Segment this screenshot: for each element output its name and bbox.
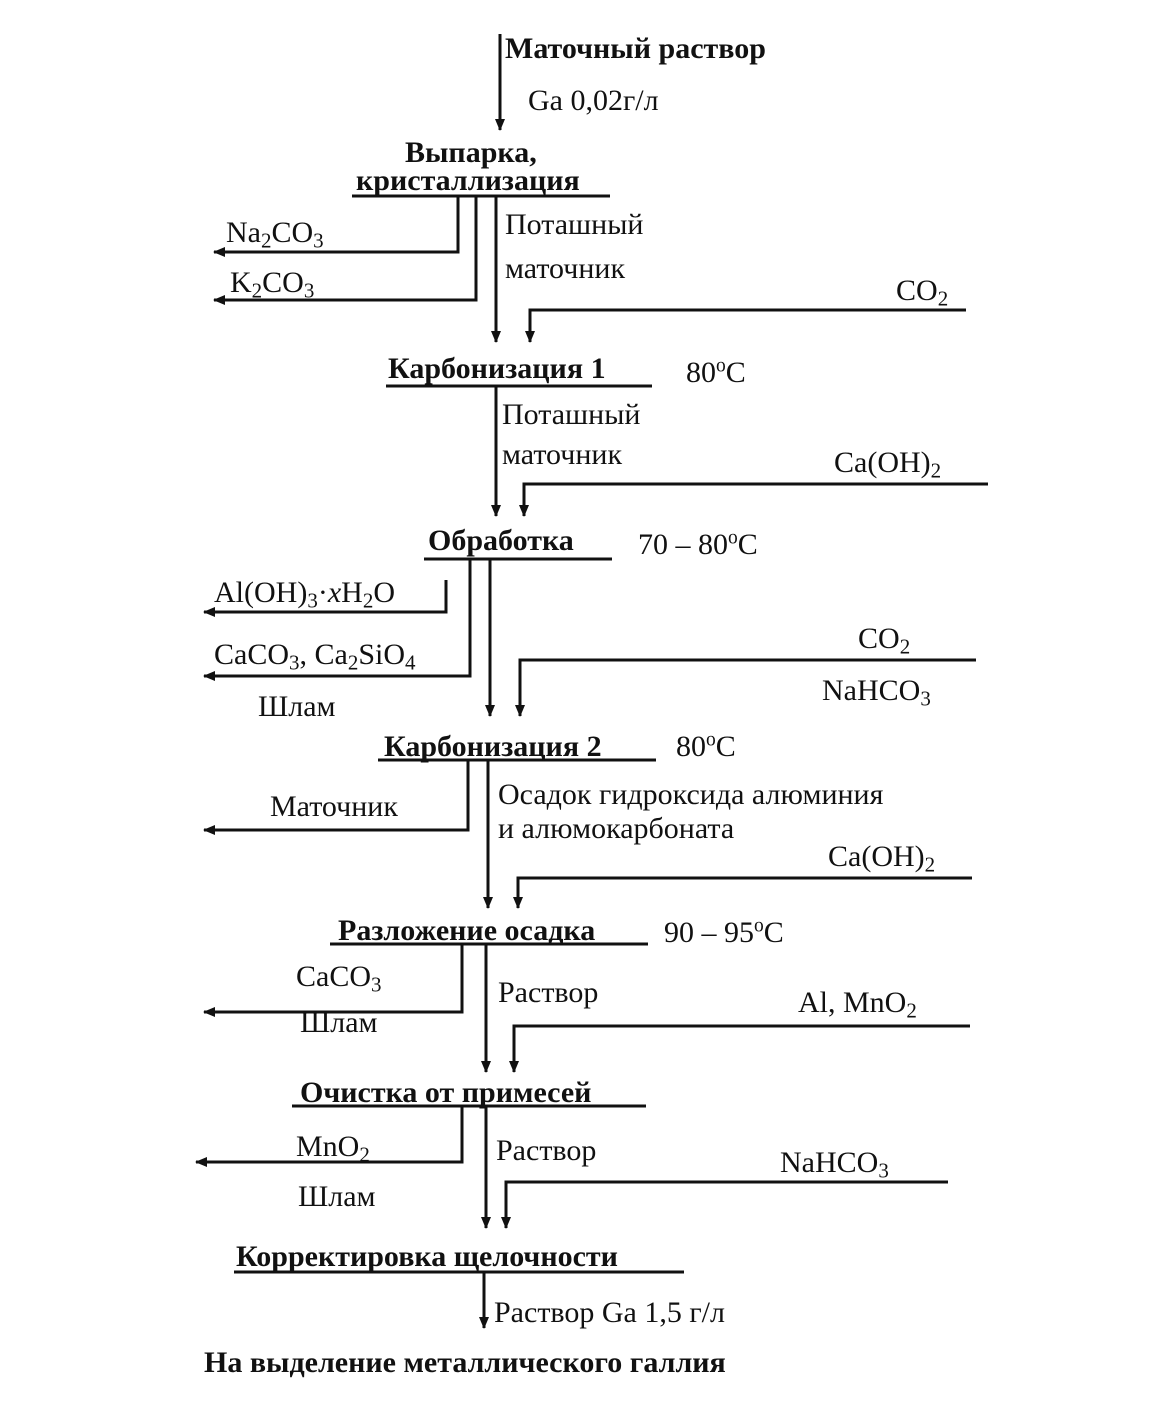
step-alkalinity: Корректировка щелочности	[236, 1240, 618, 1273]
flow-final-solution: Раствор Ga 1,5 г/л	[494, 1296, 725, 1329]
output-caco3-ca2sio4: CaCO$_3$, $Ca_2SiO_4$	[214, 638, 416, 675]
reagent-nahco3-1: NaHCO$_3$	[822, 674, 931, 711]
output-sludge-3: Шлам	[298, 1180, 376, 1213]
output-aloh3: $Al(OH)_3\cdot xH_2O$	[214, 576, 395, 613]
output-sludge-1: Шлам	[258, 690, 336, 723]
temp-treatment: 70 – 80$^o$C	[638, 527, 758, 561]
flow-potash-liquor-2a: Поташный	[502, 398, 641, 431]
step-evaporation-line1: Выпарка,	[405, 136, 537, 169]
step-carbonization-2: Карбонизация 2	[384, 730, 602, 763]
reagent-caoh2-1: $Ca(OH)_2$	[834, 446, 942, 483]
step-purification: Очистка от примесей	[300, 1076, 592, 1109]
flow-potash-liquor-1b: маточник	[505, 252, 626, 285]
output-caco3: CaCO$_3$	[296, 960, 382, 997]
step-final-destination: На выделение металлического галлия	[204, 1346, 726, 1379]
flow-solution-2: Раствор	[496, 1134, 597, 1167]
step-carbonization-1: Карбонизация 1	[388, 352, 606, 385]
output-na2co3: $Na_2CO_3$	[226, 216, 324, 253]
step-evaporation-line2: кристаллизация	[356, 164, 580, 197]
start-concentration: Ga 0,02г/л	[528, 84, 659, 117]
start-title: Маточный раствор	[505, 32, 766, 65]
output-sludge-2: Шлам	[300, 1006, 378, 1039]
flow-potash-liquor-1a: Поташный	[505, 208, 644, 241]
temp-carbonization-2: 80$^o$C	[676, 729, 736, 763]
step-decomposition: Разложение осадка	[338, 914, 596, 947]
flow-precipitate-a: Осадок гидроксида алюминия	[498, 778, 884, 811]
output-liquor: Маточник	[270, 790, 398, 823]
temp-carbonization-1: 80$^o$C	[686, 355, 746, 389]
output-mno2: MnO$_2$	[296, 1130, 370, 1167]
flow-solution-1: Раствор	[498, 976, 599, 1009]
flow-potash-liquor-2b: маточник	[502, 438, 623, 471]
temp-decomposition: 90 – 95$^o$C	[664, 915, 784, 949]
output-k2co3: $K_2CO_3$	[230, 266, 315, 303]
reagent-al-mno2: Al, MnO$_2$	[798, 986, 917, 1023]
step-treatment: Обработка	[428, 524, 574, 557]
reagent-co2-1: $CO_2$	[896, 274, 949, 311]
reagent-caoh2-2: $Ca(OH)_2$	[828, 840, 936, 877]
reagent-nahco3-2: NaHCO$_3$	[780, 1146, 889, 1183]
reagent-co2-2: $CO_2$	[858, 622, 911, 659]
flow-precipitate-b: и алюмокарбоната	[498, 812, 735, 845]
